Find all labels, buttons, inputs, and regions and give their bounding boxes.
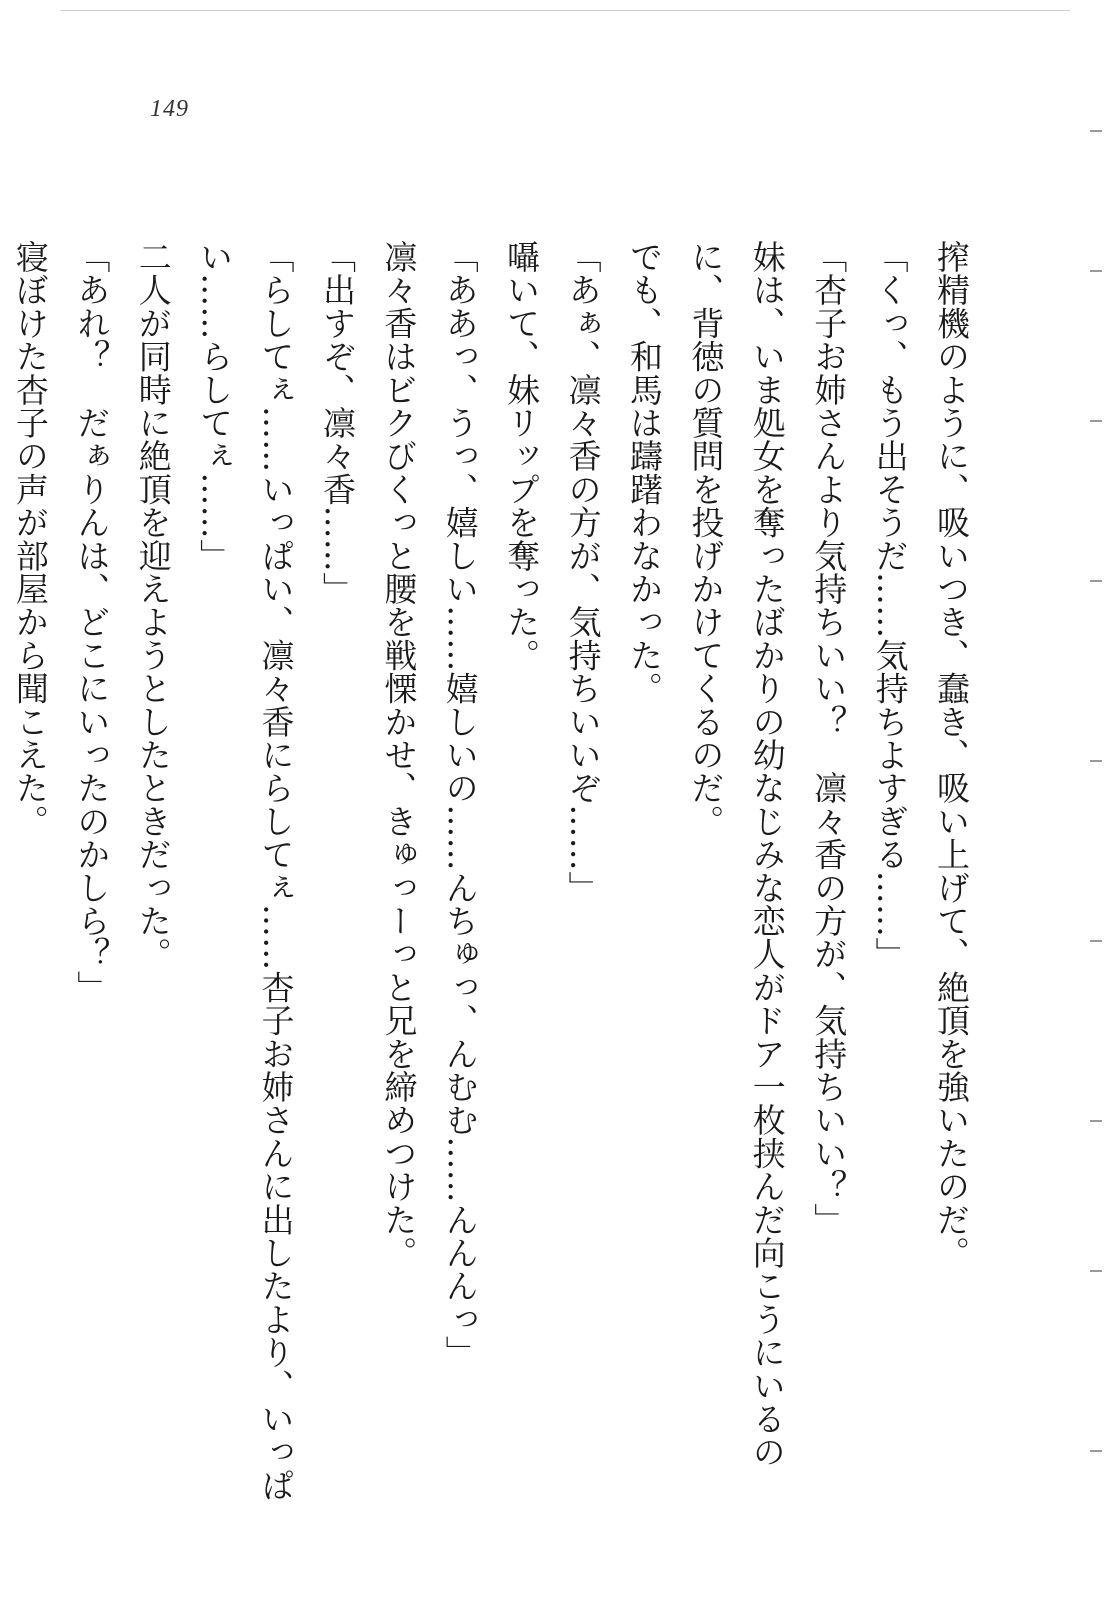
text-line: 二人が同時に絶頂を迎えようとしたときだった。 xyxy=(133,240,173,971)
text-line: でも、和馬は躊躇わなかった。 xyxy=(624,240,664,705)
text-line: 「ああっ、うっ、嬉しい……嬉しいの……んちゅっ、んむむ……んんんっ」 xyxy=(440,240,480,1369)
page-number: 149 xyxy=(150,96,189,122)
text-line: 「くっ、もう出そうだ……気持ちよすぎる……」 xyxy=(870,240,910,971)
edge-tick xyxy=(1090,270,1102,272)
text-line: 「あぁ、凛々香の方が、気持ちいいぞ……」 xyxy=(563,240,603,904)
text-line: に、背徳の質問を投げかけてくるのだ。 xyxy=(686,240,726,838)
text-line: 「らしてぇ……いっぱい、凛々香にらしてぇ……杏子お姉さんに出したより、いっぱ xyxy=(256,240,296,1502)
edge-tick xyxy=(1090,1120,1102,1122)
text-line: 搾精機のように、吸いつき、蠢き、吸い上げて、絶頂を強いたのだ。 xyxy=(932,240,971,1270)
edge-tick xyxy=(1090,760,1102,762)
edge-tick xyxy=(1090,420,1102,422)
text-line: 「杏子お姉さんより気持ちいい？ 凛々香の方が、気持ちいい？」 xyxy=(809,240,849,1236)
text-line: 寝ぼけた杏子の声が部屋から聞こえた。 xyxy=(10,240,50,838)
text-line: い……らしてぇ……」 xyxy=(195,240,235,572)
edge-tick xyxy=(1090,1270,1102,1272)
text-line: 「あれ？ だぁりんは、どこにいったのかしら？」 xyxy=(72,240,112,1004)
edge-tick xyxy=(1090,580,1102,582)
edge-tick xyxy=(1090,940,1102,942)
body-text xyxy=(10,240,982,1550)
edge-tick xyxy=(1090,130,1102,132)
text-line: 囁いて、妹リップを奪った。 xyxy=(502,240,542,672)
text-line: 妹は、いま処女を奪ったばかりの幼なじみな恋人がドア一枚挟んだ向こうにいるの xyxy=(747,240,787,1469)
edge-tick xyxy=(1090,1450,1102,1452)
scan-edge-marks xyxy=(1088,120,1102,1520)
top-rule xyxy=(60,10,1070,11)
text-line: 「出すぞ、凛々香……」 xyxy=(317,240,357,606)
text-line: 凛々香はビクびくっと腰を戦慄かせ、きゅっーっと兄を締めつけた。 xyxy=(379,240,419,1270)
